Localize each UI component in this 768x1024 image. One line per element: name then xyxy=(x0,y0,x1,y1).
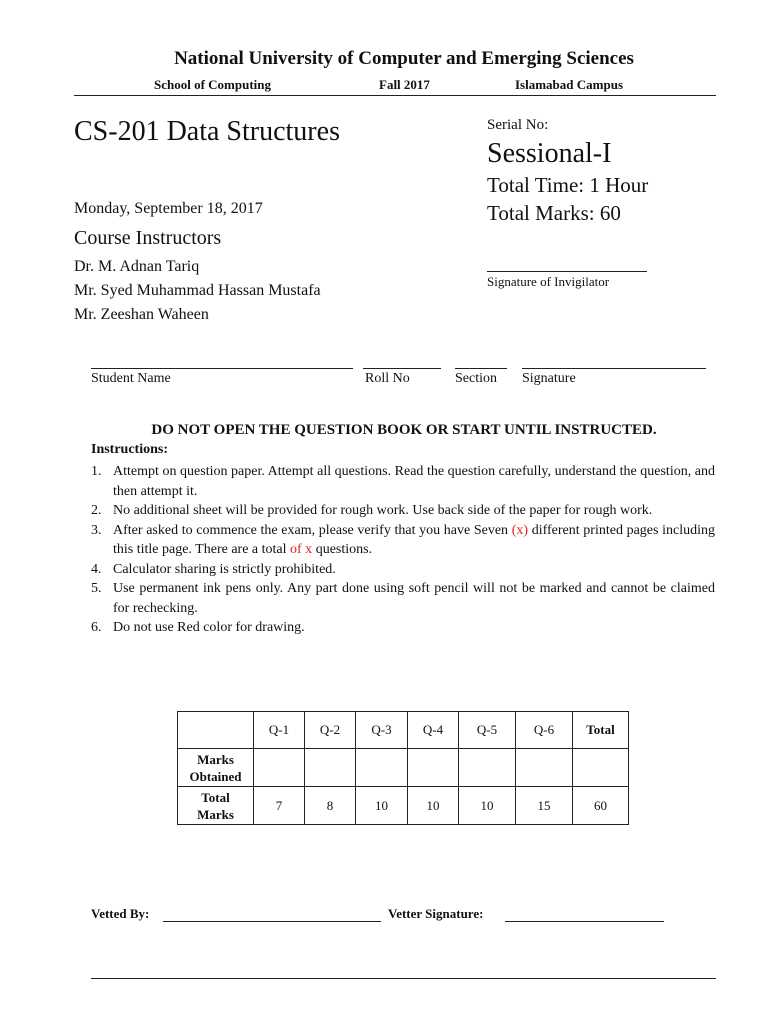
total-marks-cell: 8 xyxy=(305,787,356,825)
instruction-number: 2. xyxy=(91,503,102,518)
vetter-signature-line[interactable] xyxy=(505,921,664,922)
roll-no-line[interactable] xyxy=(363,368,441,369)
instruction-text: Do not use Red color for drawing. xyxy=(113,620,305,635)
signature-label: Signature xyxy=(522,371,576,386)
marks-obtained-cell[interactable] xyxy=(254,749,305,787)
table-row xyxy=(178,749,629,787)
instruction-text-part: questions. xyxy=(312,542,373,557)
vetted-by-line[interactable] xyxy=(163,921,381,922)
roll-no-label: Roll No xyxy=(365,371,410,386)
instruction-item xyxy=(91,618,715,638)
instructor-name: Mr. Syed Muhammad Hassan Mustafa xyxy=(74,282,321,299)
course-title: CS-201 Data Structures xyxy=(74,116,340,147)
instructors-heading: Course Instructors xyxy=(74,227,222,249)
total-marks-cell: 10 xyxy=(408,787,459,825)
school-name: School of Computing xyxy=(154,77,272,92)
page-count-placeholder: (x) xyxy=(511,522,529,538)
column-header: Q-5 xyxy=(459,712,516,749)
column-header: Q-2 xyxy=(305,712,356,749)
column-header: Q-4 xyxy=(408,712,459,749)
vetter-signature-label: Vetter Signature: xyxy=(388,906,484,921)
invigilator-signature-label: Signature of Invigilator xyxy=(487,274,610,289)
marks-obtained-cell[interactable] xyxy=(459,749,516,787)
instruction-text-part: After asked to commence the exam, please verify that you have Seven xyxy=(113,522,512,538)
total-marks: Total Marks: 60 xyxy=(487,201,621,225)
student-name-line[interactable] xyxy=(91,368,353,369)
university-name: National University of Computer and Emerging Sciences xyxy=(174,48,634,69)
instruction-text-part: different printed pages including this title page. There are a total xyxy=(113,522,716,557)
total-marks-cell: 10 xyxy=(459,787,516,825)
column-header: Q-6 xyxy=(516,712,573,749)
grand-total-cell: 60 xyxy=(573,787,629,825)
serial-number-label: Serial No: xyxy=(487,117,549,133)
total-time: Total Time: 1 Hour xyxy=(487,173,649,197)
instruction-number: 5. xyxy=(91,581,102,596)
column-header: Q-3 xyxy=(356,712,408,749)
instruction-item xyxy=(91,560,715,580)
instruction-number: 3. xyxy=(91,522,102,538)
instruction-item xyxy=(91,501,715,521)
instruction-number: 4. xyxy=(91,561,102,577)
instructor-name: Dr. M. Adnan Tariq xyxy=(74,258,200,275)
table-header-row xyxy=(178,712,629,749)
row-header-marks-obtained xyxy=(178,749,254,787)
marks-obtained-total-cell[interactable] xyxy=(573,749,629,787)
column-header-total: Total xyxy=(573,712,629,749)
instruction-number: 1. xyxy=(91,464,102,479)
marks-obtained-cell[interactable] xyxy=(408,749,459,787)
footer-divider xyxy=(91,978,716,979)
vetted-by-label: Vetted By: xyxy=(91,906,150,921)
instruction-text: Calculator sharing is strictly prohibited. xyxy=(113,561,336,577)
student-name-label: Student Name xyxy=(91,371,171,386)
instruction-text: Attempt on question paper. Attempt all questions. Read the question carefully, understand the question, and then attempt it. xyxy=(113,464,715,499)
instruction-text: No additional sheet will be provided for rough work. Use back side of the paper for rough work. xyxy=(113,503,653,518)
semester: Fall 2017 xyxy=(379,77,430,92)
table-row xyxy=(178,787,629,825)
instruction-number: 6. xyxy=(91,620,102,635)
row-header-line: Marks xyxy=(197,806,234,822)
instruction-item xyxy=(91,521,715,560)
total-marks-cell: 15 xyxy=(516,787,573,825)
invigilator-signature-line[interactable] xyxy=(487,271,647,272)
instruction-text: Use permanent ink pens only. Any part done using soft pencil will not be marked and cannot be claimed for rechecking. xyxy=(113,581,715,616)
total-marks-cell: 10 xyxy=(356,787,408,825)
marks-obtained-cell[interactable] xyxy=(356,749,408,787)
row-header-line: Total xyxy=(201,789,230,805)
campus: Islamabad Campus xyxy=(515,77,624,92)
exam-date: Monday, September 18, 2017 xyxy=(74,200,263,217)
header-divider xyxy=(74,95,716,96)
student-signature-line[interactable] xyxy=(522,368,706,369)
section-line[interactable] xyxy=(455,368,507,369)
marks-obtained-cell[interactable] xyxy=(516,749,573,787)
instruction-item xyxy=(91,462,715,501)
question-count-placeholder: of x xyxy=(290,542,313,557)
marks-obtained-cell[interactable] xyxy=(305,749,356,787)
instructor-name: Mr. Zeeshan Waheen xyxy=(74,306,209,323)
exam-warning: DO NOT OPEN THE QUESTION BOOK OR START UNTIL INSTRUCTED. xyxy=(151,422,657,438)
row-header-total-marks xyxy=(178,787,254,825)
table-corner-cell xyxy=(178,712,254,749)
section-label: Section xyxy=(455,371,497,386)
instruction-item xyxy=(91,579,715,618)
total-marks-cell: 7 xyxy=(254,787,305,825)
instructions-label: Instructions: xyxy=(91,442,169,457)
row-header-line: Marks xyxy=(197,751,234,767)
marks-table xyxy=(177,711,629,825)
column-header: Q-1 xyxy=(254,712,305,749)
instructions-list xyxy=(91,462,715,638)
exam-name: Sessional-I xyxy=(487,138,612,169)
row-header-line: Obtained xyxy=(189,768,242,784)
